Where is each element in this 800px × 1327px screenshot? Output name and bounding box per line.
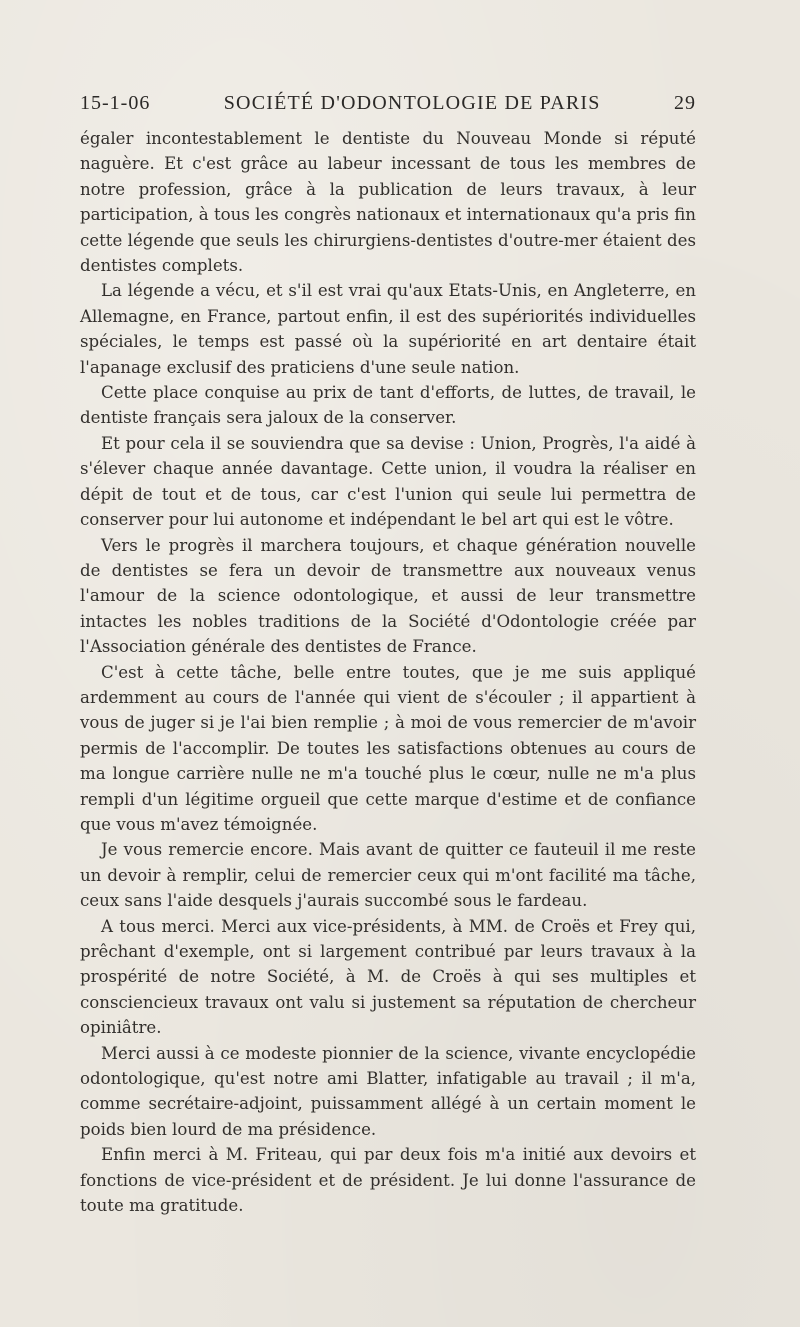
paragraph-5: Vers le progrès il marchera toujours, et chaque génération nouvelle de dentistes se fera un devoir de transmettre aux nouveaux venus l'amour de la science odontologique, et aussi de leur transmettre intactes les nobles traditions de la Société d'Odontologie créée par l'Association générale des dentistes de France. (80, 535, 696, 657)
body-text (80, 126, 696, 1218)
paragraph-1: égaler incontestablement le dentiste du Nouveau Monde si réputé naguère. Et c'est grâce au labeur incessant de tous les membres de notre profession, grâce à la publication de leurs travaux, à leur participation, à tous les congrès nationaux et internationaux qu'a pris fin cette légende que seuls les chirurgiens-dentistes d'outre-mer étaient des dentistes complets. (80, 129, 696, 276)
paragraph-2: La légende a vécu, et s'il est vrai qu'aux Etats-Unis, en Angleterre, en Allemagne, en France, partout enfin, il est des supériorités individuelles spéciales, le temps est passé où la supériorité en art dentaire était l'apanage exclusif des praticiens d'une seule nation. (80, 281, 696, 377)
running-head (80, 92, 696, 126)
paragraph-3: Cette place conquise au prix de tant d'efforts, de luttes, de travail, le dentiste français sera jaloux de la conserver. (80, 383, 696, 428)
page-date: 15-1-06 (80, 92, 151, 114)
paragraph-10: Enfin merci à M. Friteau, qui par deux fois m'a initié aux devoirs et fonctions de vice-président et de président. Je lui donne l'assurance de toute ma gratitude. (80, 1145, 696, 1216)
paragraph-4: Et pour cela il se souviendra que sa devise : Union, Progrès, l'a aidé à s'élever chaque année davantage. Cette union, il voudra la réaliser en dépit de tout et de tous, car c'est l'union qui seule lui permettra de conserver pour lui autonome et indépendant le bel art qui est le vôtre. (80, 433, 696, 530)
paragraph-8: A tous merci. Merci aux vice-présidents, à MM. de Croës et Frey qui, prêchant d'exemple, ont si largement contribué par leurs travaux à la prospérité de notre Société, à M. de Croës à qui ses multiples et consciencieux travaux ont valu si justement sa réputation de chercheur opiniâtre. (80, 916, 696, 1038)
paragraph-6: C'est à cette tâche, belle entre toutes, que je me suis appliqué ardemment au cours de l'année qui vient de s'écouler ; il appartient à vous de juger si je l'ai bien remplie ; à moi de vous remercier de m'avoir permis de l'accomplir. De toutes les satisfactions obtenues au cours de ma longue carrière nulle ne m'a touché plus le cœur, nulle ne m'a plus rempli d'un légitime orgueil que cette marque d'estime et de confiance que vous m'avez témoignée. (80, 662, 696, 834)
paragraph-7: Je vous remercie encore. Mais avant de quitter ce fauteuil il me reste un devoir à remplir, celui de remercier ceux qui m'ont facilité ma tâche, ceux sans l'aide desquels j'aurais succombé sous le fardeau. (80, 840, 696, 911)
paragraph-9: Merci aussi à ce modeste pionnier de la science, vivante encyclopédie odontologique, qu'est notre ami Blatter, infatigable au travail ; il m'a, comme secrétaire-adjoint, puissamment allégé à un certain moment le poids bien lourd de ma présidence. (80, 1043, 696, 1139)
journal-title: SOCIÉTÉ D'ODONTOLOGIE DE PARIS (223, 92, 601, 114)
page-number: 29 (673, 92, 696, 114)
